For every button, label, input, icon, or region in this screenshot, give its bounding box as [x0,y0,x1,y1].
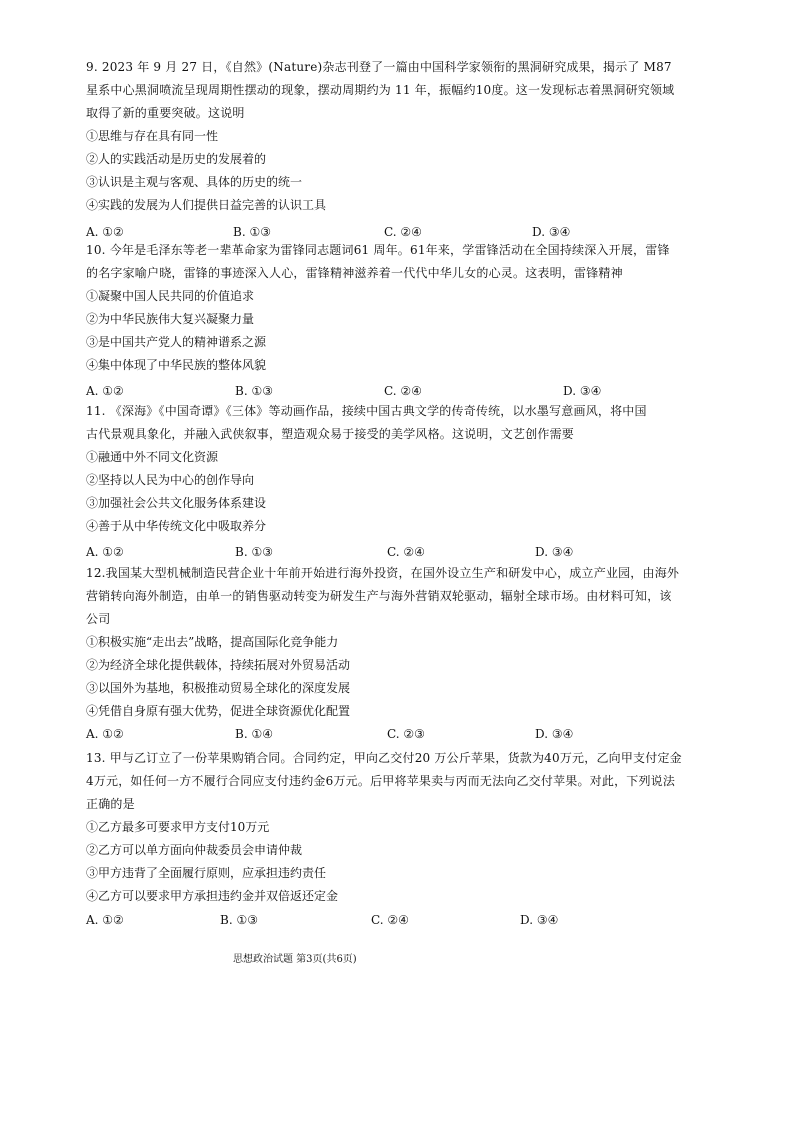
question-11 [86,400,716,564]
question-stem-line: 的名字家喻户晓，雷锋的事迹深入人心，雷锋精神滋养着一代代中华儿女的心灵。这表明，雷锋精神 [86,266,623,280]
statement-option: ②坚持以人民为中心的创作导向 [86,473,255,487]
statement-option: ④善于从中华传统文化中吸取养分 [86,519,267,533]
statement-option: ②人的实践活动是历史的发展着的 [86,152,267,166]
question-stem-line: 取得了新的重要突破。这说明 [86,106,245,120]
question-13 [86,747,716,932]
question-stem-line: 公司 [86,612,111,626]
choice-c: C. ②④ [384,225,422,239]
choice-b: B. ①③ [220,913,258,927]
question-12 [86,562,716,746]
page-number-label: 思想政治试题 第3页(共6页) [233,954,357,965]
choice-b: B. ①③ [233,225,271,239]
choice-c: C. ②③ [387,727,425,741]
statement-option: ①积极实施“走出去”战略，提高国际化竞争能力 [86,635,339,649]
choice-c: C. ②④ [371,913,409,927]
choice-a: A. ①② [86,913,124,927]
question-stem-line: 正确的是 [86,797,135,811]
question-stem-line: 12.我国某大型机械制造民营企业十年前开始进行海外投资，在国外设立生产和研发中心，成立产业园，由海外 [86,566,680,580]
statement-option: ①思维与存在具有同一性 [86,129,219,143]
statement-option: ④实践的发展为人们提供日益完善的认识工具 [86,198,327,212]
question-9 [86,56,716,244]
choice-a: A. ①② [86,225,124,239]
choice-c: C. ②④ [387,545,425,559]
answer-choices [86,723,716,746]
statement-option: ③认识是主观与客观、具体的历史的统一 [86,175,303,189]
choice-b: B. ①③ [235,384,273,398]
question-stem-line: 营销转向海外制造，由单一的销售驱动转变为研发生产与海外营销双轮驱动，辐射全球市场。由材料可知，该 [86,589,672,603]
statement-option: ④凭借自身原有强大优势，促进全球资源优化配置 [86,704,351,718]
question-stem-line: 9. 2023 年 9 月 27 日，《自然》(Nature)杂志刊登了一篇由中国科学家领衔的黑洞研究成果，揭示了 M87 [86,60,672,74]
statement-option: ④乙方可以要求甲方承担违约金并双倍返还定金 [86,889,339,903]
statement-option: ④集中体现了中华民族的整体风貌 [86,358,267,372]
choice-b: B. ①③ [235,545,273,559]
answer-choices [86,909,716,932]
choice-a: A. ①② [86,545,124,559]
choice-d: D. ③④ [520,913,559,927]
statement-option: ②为经济全球化提供载体，持续拓展对外贸易活动 [86,658,351,672]
choice-b: B. ①④ [235,727,273,741]
statement-option: ③甲方违背了全面履行原则，应承担违约责任 [86,866,327,880]
statement-option: ②为中华民族伟大复兴凝聚力量 [86,312,255,326]
choice-d: D. ③④ [532,225,571,239]
question-stem-line: 10. 今年是毛泽东等老一辈革命家为雷锋同志题词61 周年。61年来，学雷锋活动在全国持续深入开展，雷锋 [86,243,670,257]
question-stem-line: 星系中心黑洞喷流呈现周期性摆动的现象，摆动周期约为 11 年，振幅约10度。这一发现标志着黑洞研究领域 [86,83,675,97]
statement-option: ①乙方最多可要求甲方支付10万元 [86,820,270,834]
question-10 [86,239,716,403]
choice-a: A. ①② [86,384,124,398]
choice-a: A. ①② [86,727,124,741]
statement-option: ③以国外为基地，积极推动贸易全球化的深度发展 [86,681,351,695]
choice-d: D. ③④ [563,384,602,398]
statement-option: ③加强社会公共文化服务体系建设 [86,496,267,510]
question-stem-line: 13. 甲与乙订立了一份苹果购销合同。合同约定，甲向乙交付20 万公斤苹果，货款为40万元，乙向甲支付定金 [86,751,682,765]
statement-option: ②乙方可以单方面向仲裁委员会申请仲裁 [86,843,303,857]
statement-option: ①融通中外不同文化资源 [86,450,219,464]
question-stem-line: 古代景观具象化，并融入武侠叙事，塑造观众易于接受的美学风格。这说明，文艺创作需要 [86,427,575,441]
answer-choices [86,541,716,564]
choice-d: D. ③④ [535,727,574,741]
question-stem-line: 4万元，如任何一方不履行合同应支付违约金6万元。后甲将苹果卖与丙而无法向乙交付苹果。对此，下列说法 [86,774,676,788]
statement-option: ①凝聚中国人民共同的价值追求 [86,289,255,303]
choice-c: C. ②④ [384,384,422,398]
choice-d: D. ③④ [535,545,574,559]
statement-option: ③是中国共产党人的精神谱系之源 [86,335,267,349]
question-stem-line: 11. 《深海》《中国奇谭》《三体》等动画作品，接续中国古典文学的传奇传统，以水墨写意画风，将中国 [86,404,647,418]
